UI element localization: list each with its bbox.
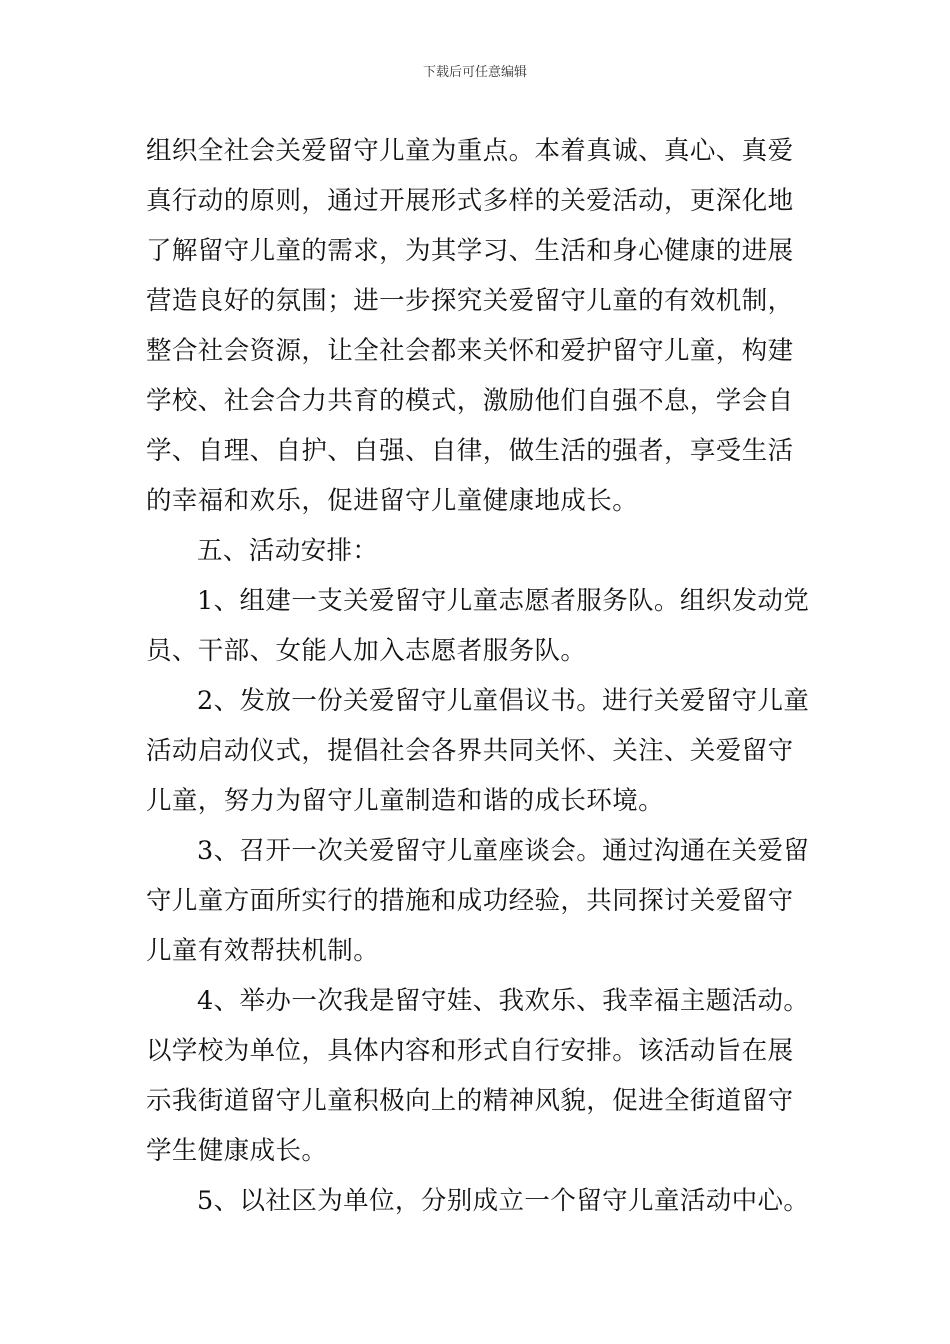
list-item-start: 1、组建一支关爱留守儿童志愿者服务队。组织发动党 — [197, 586, 810, 616]
text-line: 了解留守儿童的需求，为其学习、生活和身心健康的进展 — [146, 236, 794, 266]
text-line: 整合社会资源，让全社会都来关怀和爱护留守儿童，构建 — [146, 336, 794, 366]
text-line: 以学校为单位，具体内容和形式自行安排。该活动旨在展 — [146, 1036, 794, 1066]
text-line: 真行动的原则，通过开展形式多样的关爱活动，更深化地 — [146, 186, 794, 216]
page-header-note: 下载后可任意编辑 — [422, 65, 527, 80]
text-line: 学生健康成长。 — [146, 1136, 328, 1166]
text-line: 的幸福和欢乐，促进留守儿童健康地成长。 — [146, 486, 639, 516]
document-body — [146, 126, 812, 1226]
list-item-start: 3、召开一次关爱留守儿童座谈会。通过沟通在关爱留 — [197, 836, 810, 866]
text-line: 儿童，努力为留守儿童制造和谐的成长环境。 — [146, 786, 665, 816]
text-line: 员、干部、女能人加入志愿者服务队。 — [146, 636, 587, 666]
text-line: 学校、社会合力共育的模式，激励他们自强不息，学会自 — [146, 386, 794, 416]
text-line: 营造良好的氛围；进一步探究关爱留守儿童的有效机制， — [146, 286, 794, 316]
list-item-start: 5、以社区为单位，分别成立一个留守儿童活动中心。 — [197, 1186, 810, 1216]
section-heading: 五、活动安排： — [197, 536, 379, 566]
text-line: 活动启动仪式，提倡社会各界共同关怀、关注、关爱留守 — [146, 736, 794, 766]
text-line: 学、自理、自护、自强、自律，做生活的强者，享受生活 — [146, 436, 794, 466]
list-item-start: 4、举办一次我是留守娃、我欢乐、我幸福主题活动。 — [197, 986, 810, 1016]
text-line: 示我街道留守儿童积极向上的精神风貌，促进全街道留守 — [146, 1086, 794, 1116]
text-line: 组织全社会关爱留守儿童为重点。本着真诚、真心、真爱 — [146, 136, 794, 166]
text-line: 儿童有效帮扶机制。 — [146, 936, 380, 966]
text-line: 守儿童方面所实行的措施和成功经验，共同探讨关爱留守 — [146, 886, 794, 916]
list-item-start: 2、发放一份关爱留守儿童倡议书。进行关爱留守儿童 — [197, 686, 810, 716]
